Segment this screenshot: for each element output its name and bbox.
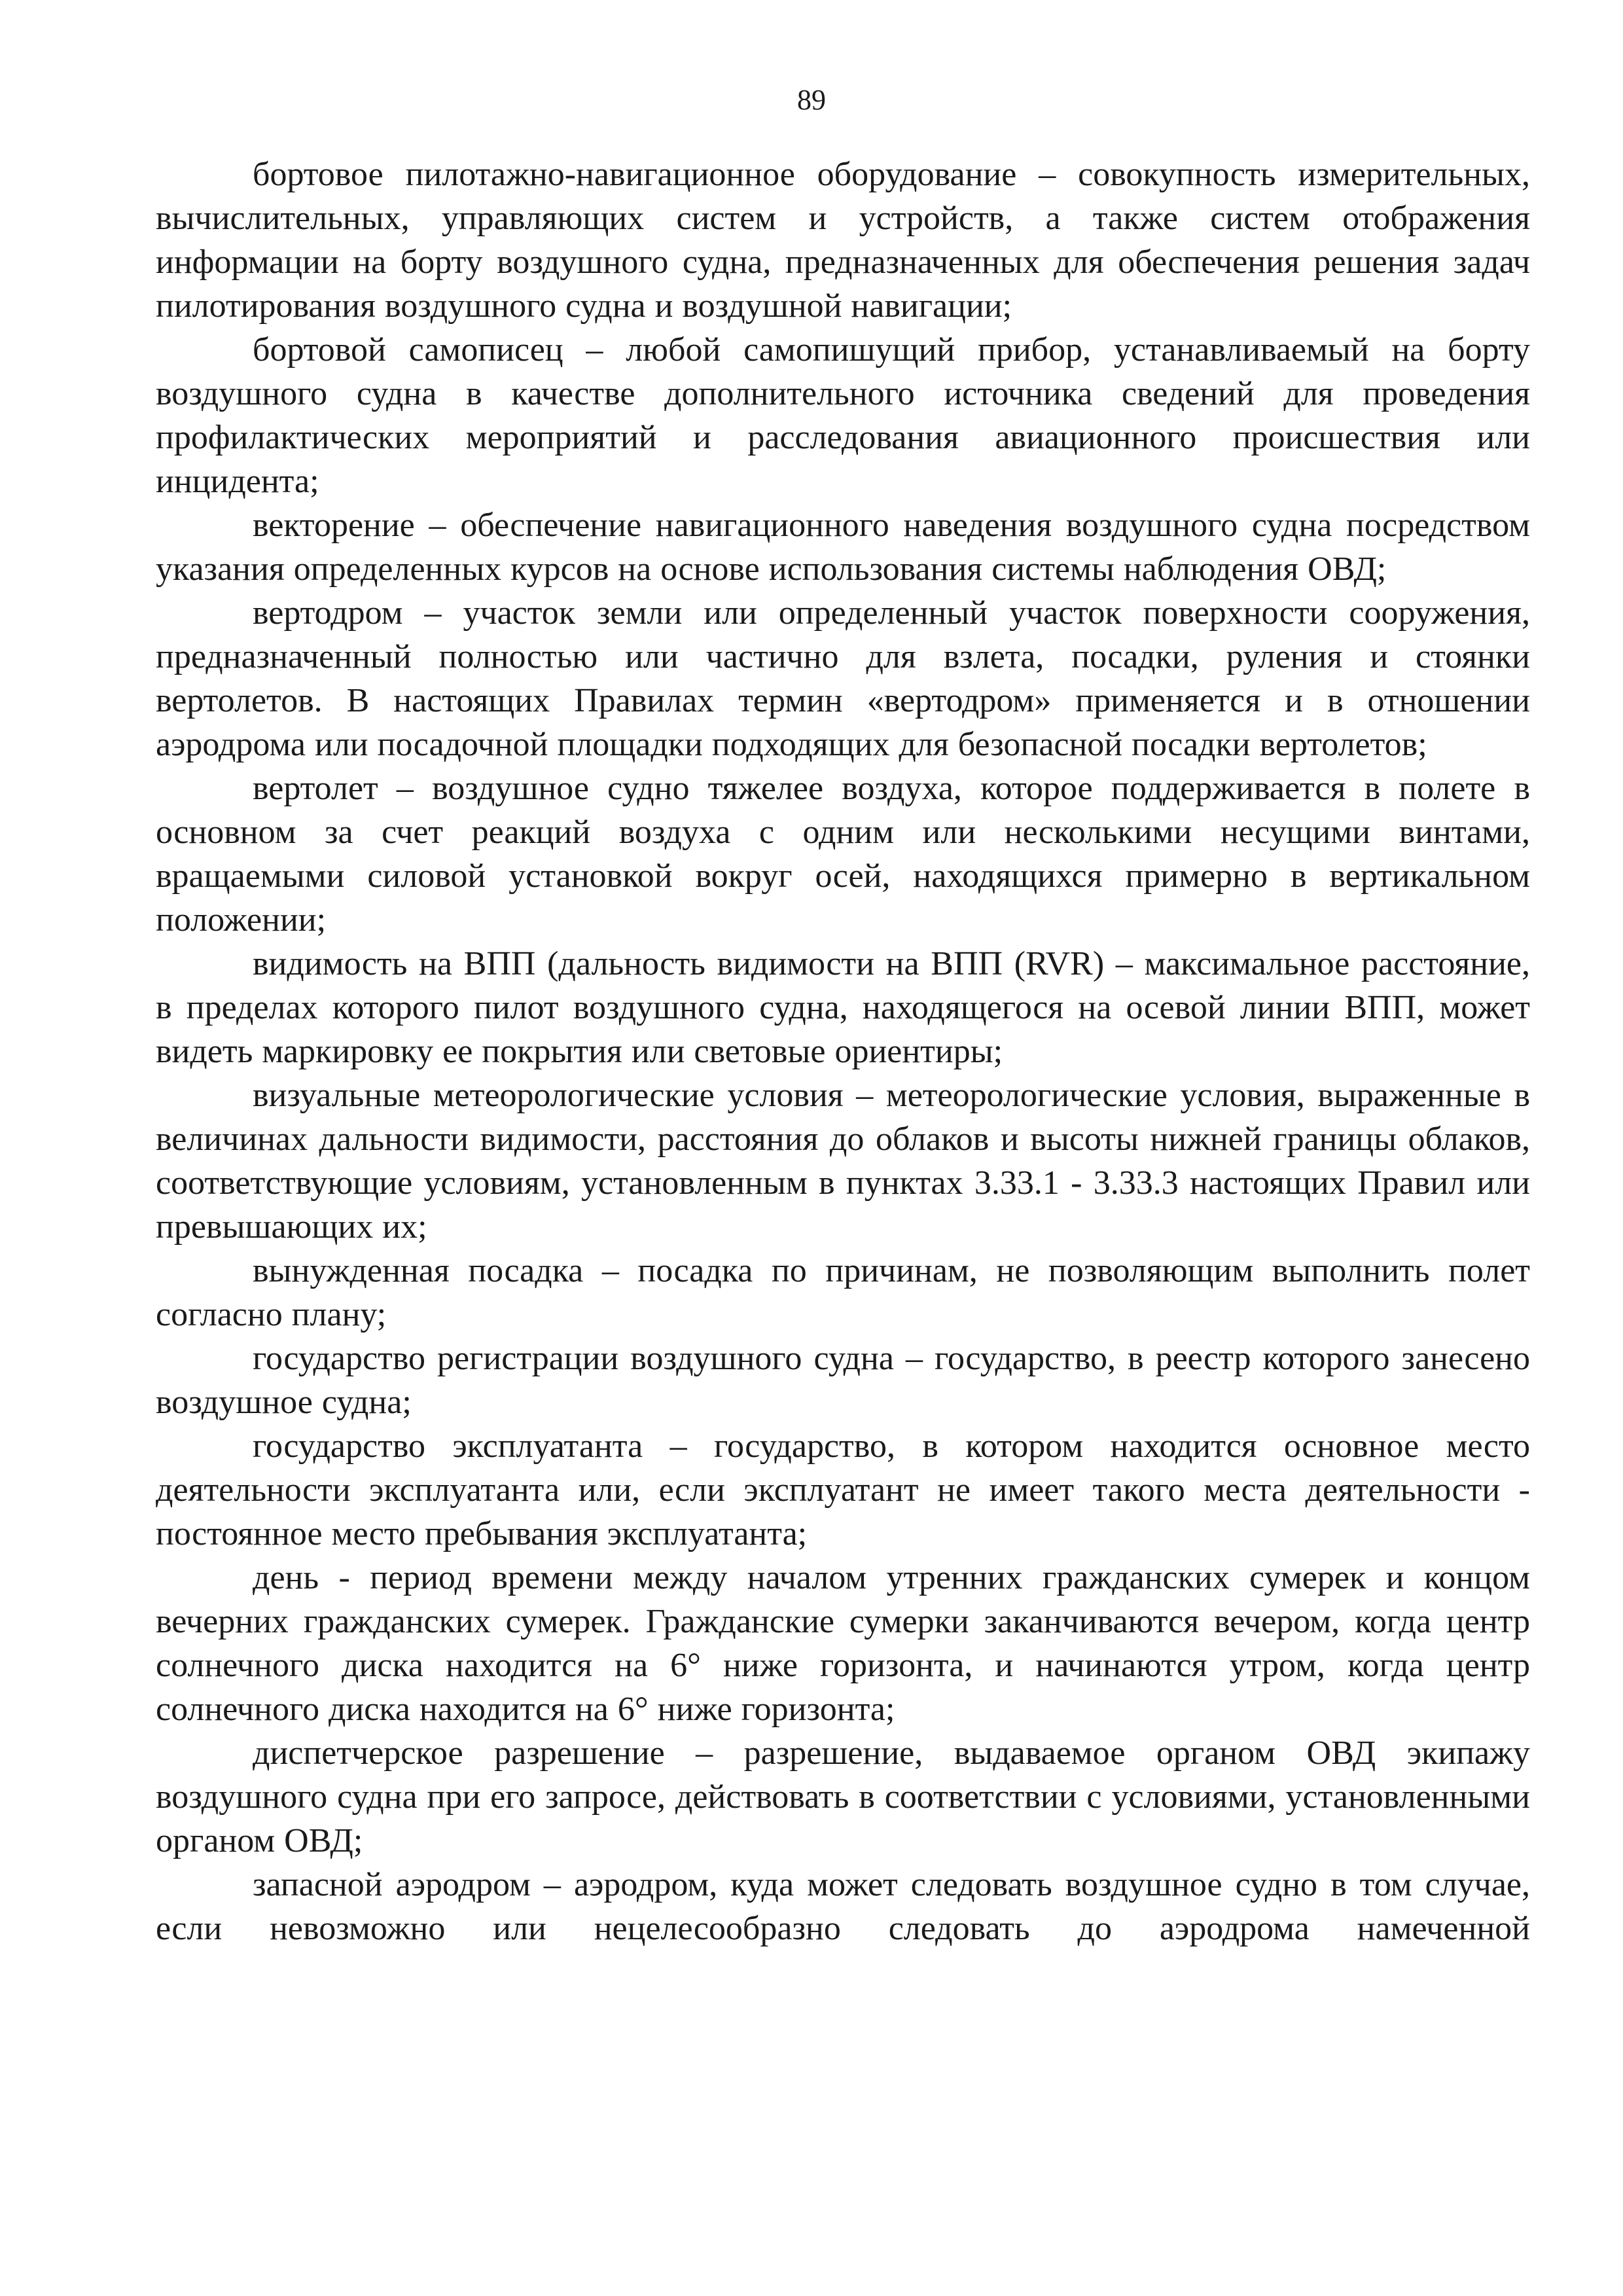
definition-paragraph: бортовой самописец – любой самопишущий прибор, устанавливаемый на борту воздушного судна в качестве дополнительного источника сведений для проведения профилактических мероприятий и расследования авиационного происшествия или инцидента;	[156, 331, 1530, 500]
definition-paragraph: диспетчерское разрешение – разрешение, выдаваемое органом ОВД экипажу воздушного судна при его запросе, действовать в соответствии с условиями, установленными органом ОВД;	[156, 1734, 1530, 1859]
definition-paragraph: вертодром – участок земли или определенный участок поверхности сооружения, предназначенный полностью или частично для взлета, посадки, руления и стоянки вертолетов. В настоящих Правилах термин «вертодром» применяется и в отношении аэродрома или посадочной площадки подходящих для безопасной посадки вертолетов;	[156, 594, 1530, 763]
definition-paragraph: день - период времени между началом утренних гражданских сумерек и концом вечерних гражданских сумерек. Гражданские сумерки заканчиваются вечером, когда центр солнечного диска находится на 6° ниже горизонта, и начинаются утром, когда центр солнечного диска находится на 6° ниже горизонта;	[156, 1559, 1530, 1728]
definition-paragraph: визуальные метеорологические условия – метеорологические условия, выраженные в величинах дальности видимости, расстояния до облаков и высоты нижней границы облаков, соответствующие условиям, установленным в пунктах 3.33.1 - 3.33.3 настоящих Правил или превышающих их;	[156, 1077, 1530, 1246]
definition-paragraph: бортовое пилотажно-навигационное оборудование – совокупность измерительных, вычислительных, управляющих систем и устройств, а также систем отображения информации на борту воздушного судна, предназначенных для обеспечения решения задач пилотирования воздушного судна и воздушной навигации;	[156, 156, 1530, 325]
definition-paragraph: государство регистрации воздушного судна – государство, в реестр которого занесено воздушное судна;	[156, 1340, 1530, 1421]
page-number: 89	[797, 84, 826, 116]
definition-paragraph: запасной аэродром – аэродром, куда может следовать воздушное судно в том случае, если невозможно или нецелесообразно следовать до аэродрома намеченной	[156, 1866, 1530, 1947]
definition-paragraph: векторение – обеспечение навигационного наведения воздушного судна посредством указания определенных курсов на основе использования системы наблюдения ОВД;	[156, 507, 1530, 588]
definition-paragraph: государство эксплуатанта – государство, в котором находится основное место деятельности эксплуатанта или, если эксплуатант не имеет такого места деятельности - постоянное место пребывания эксплуатанта;	[156, 1427, 1530, 1552]
definition-paragraph: вынужденная посадка – посадка по причинам, не позволяющим выполнить полет согласно плану;	[156, 1252, 1530, 1333]
definition-paragraph: видимость на ВПП (дальность видимости на ВПП (RVR) – максимальное расстояние, в пределах которого пилот воздушного судна, находящегося на осевой линии ВПП, может видеть маркировку ее покрытия или световые ориентиры;	[156, 945, 1530, 1070]
definition-paragraph: вертолет – воздушное судно тяжелее воздуха, которое поддерживается в полете в основном за счет реакций воздуха с одним или несколькими несущими винтами, вращаемыми силовой установкой вокруг осей, находящихся примерно в вертикальном положении;	[156, 770, 1530, 939]
document-body	[156, 152, 1530, 1950]
